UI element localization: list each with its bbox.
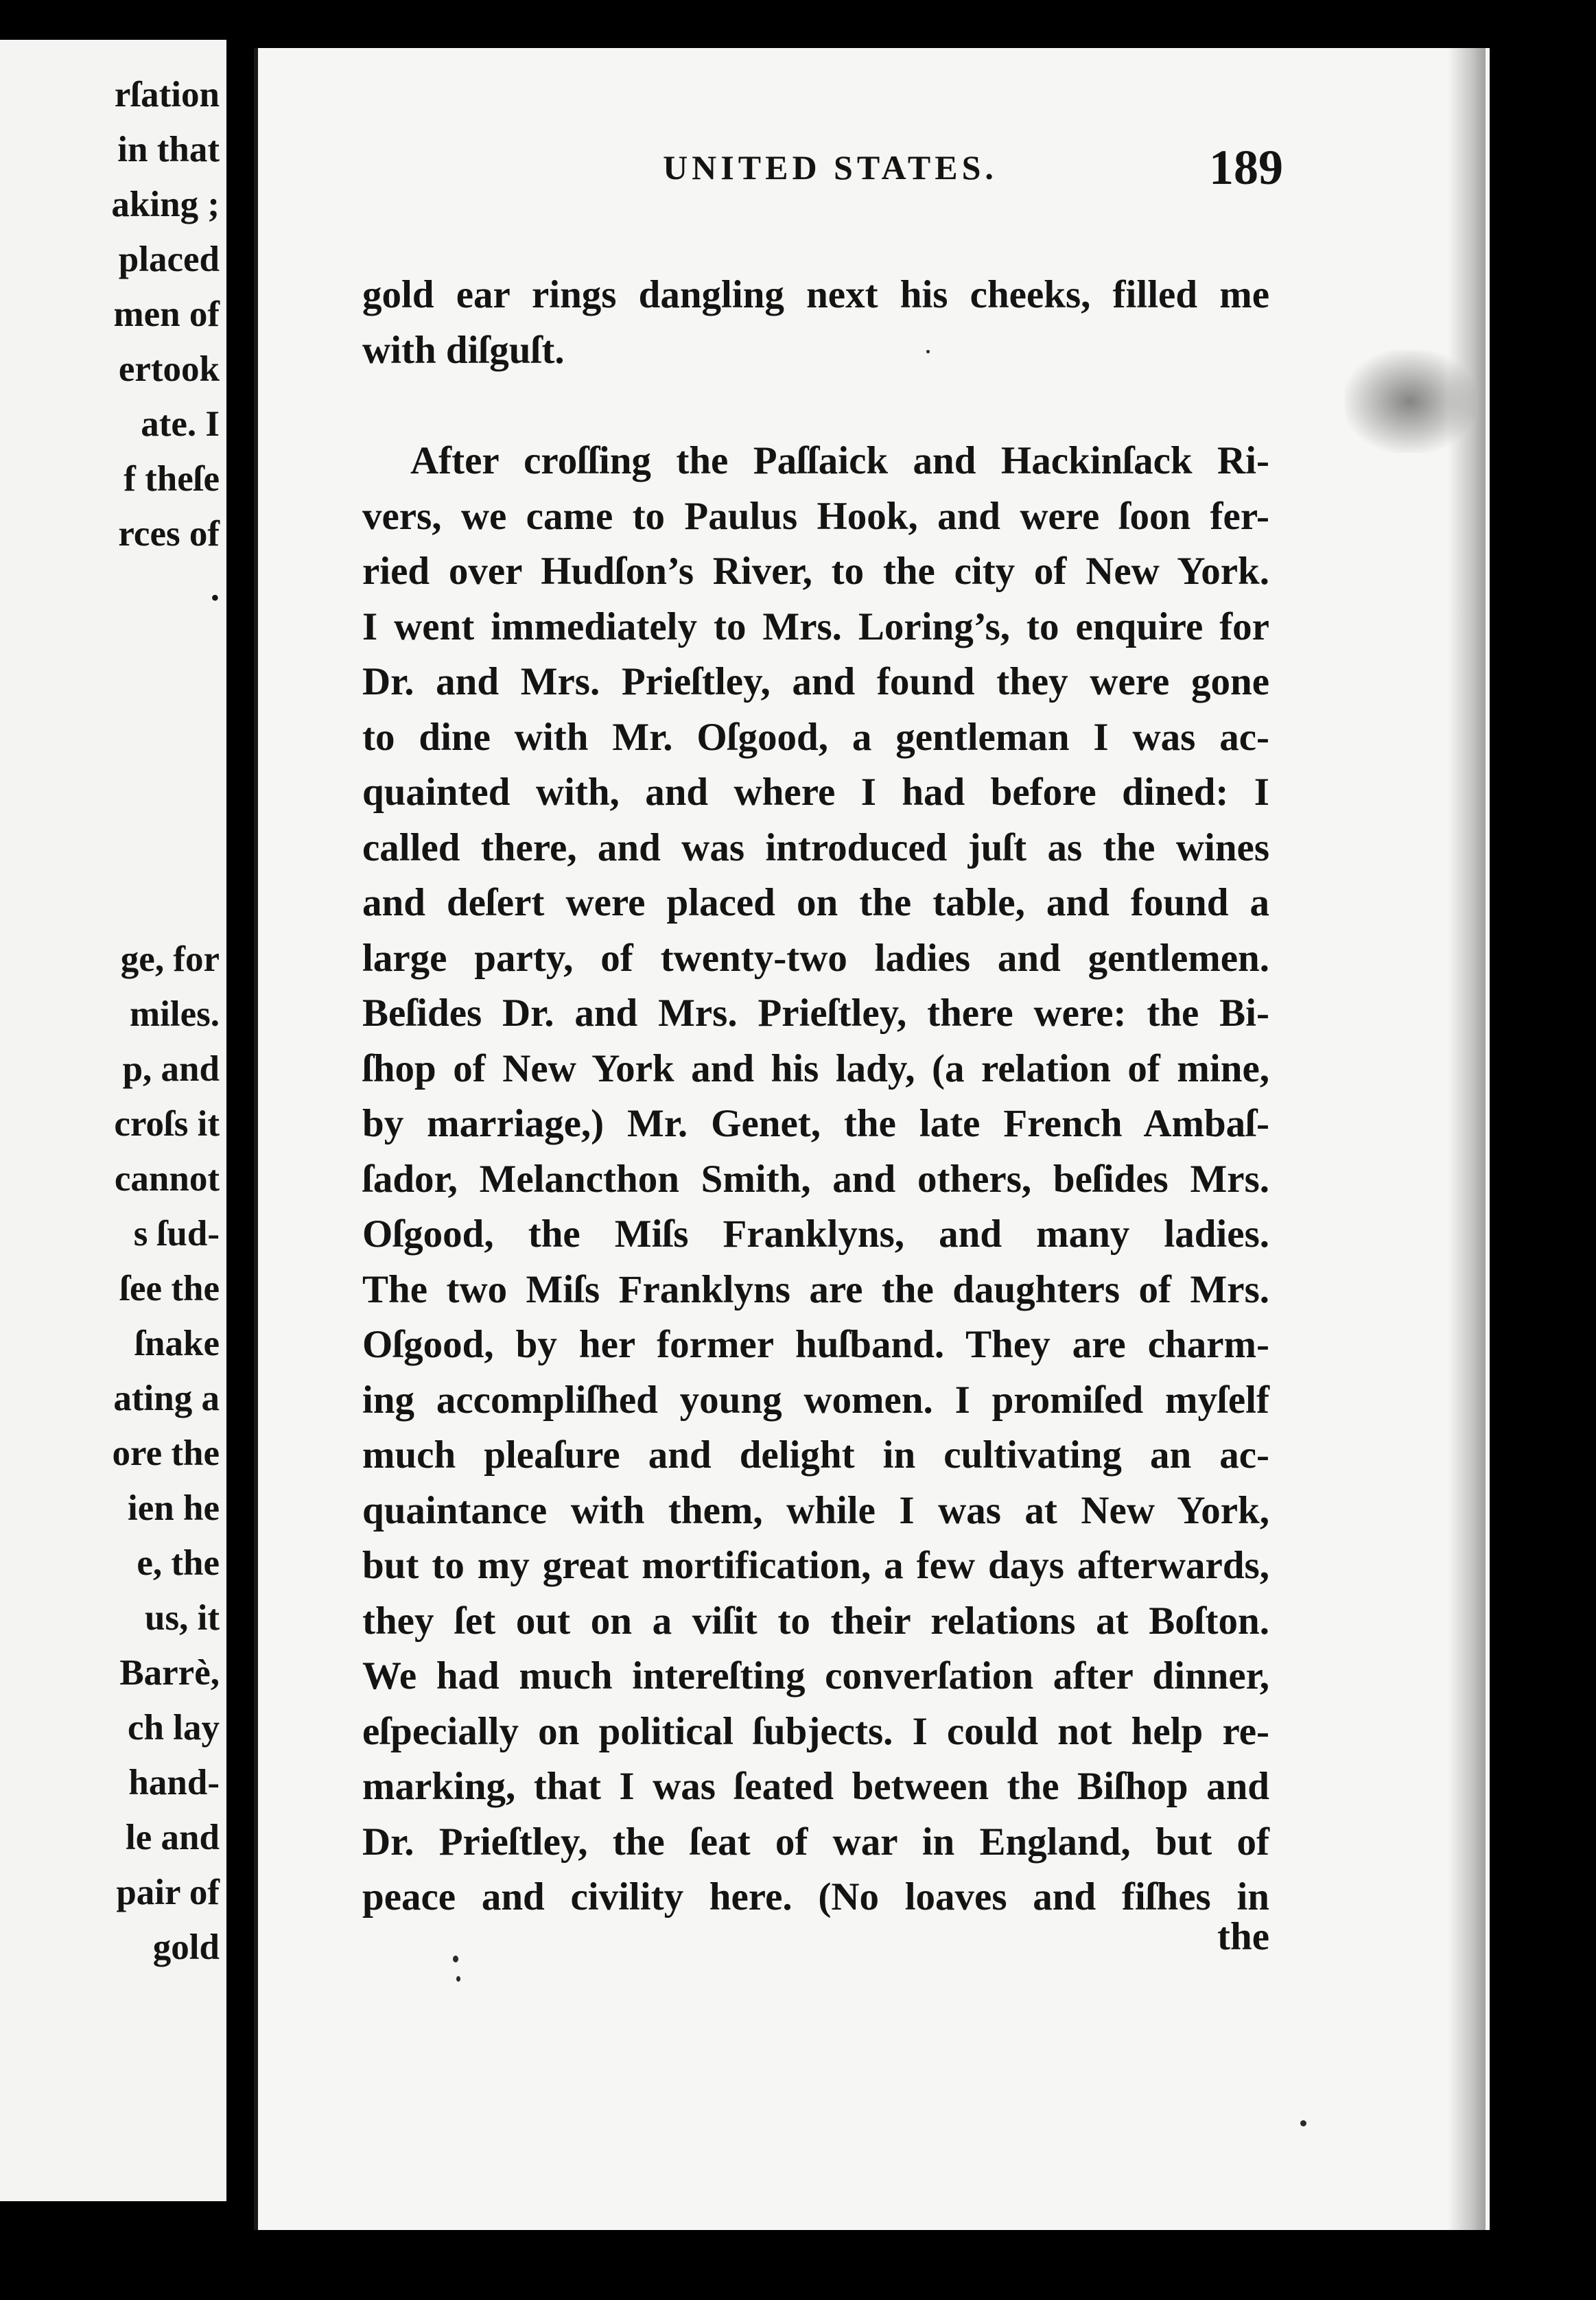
left-page-line: pair of bbox=[116, 1873, 220, 1912]
left-page-line: ien he bbox=[128, 1488, 220, 1528]
left-page-line: cannot bbox=[114, 1159, 220, 1199]
left-page-line: us, it bbox=[145, 1598, 220, 1638]
page-header bbox=[391, 140, 1283, 209]
left-page-line: rces of bbox=[118, 514, 220, 554]
left-page-line: miles. bbox=[130, 994, 220, 1034]
left-page-line: p, and bbox=[122, 1049, 220, 1089]
text-line: by marriage,) Mr. Genet, the late French Ambaſ- bbox=[362, 1102, 1269, 1145]
text-line: ing accompliſhed young women. I promiſed myſelf bbox=[362, 1378, 1269, 1422]
paragraph-gap bbox=[362, 378, 1269, 434]
text-line: ſador, Melancthon Smith, and others, beſides Mrs. bbox=[362, 1157, 1269, 1201]
text-line: The two Miſs Franklyns are the daughters of Mrs. bbox=[362, 1267, 1269, 1311]
text-line: Dr. Prieſtley, the ſeat of war in England, but of bbox=[362, 1820, 1269, 1864]
text-line: quaintance with them, while I was at New York, bbox=[362, 1488, 1269, 1532]
left-page-line: ge, for bbox=[120, 939, 220, 979]
text-line: Dr. and Mrs. Prieſtley, and found they were gone bbox=[362, 660, 1269, 703]
left-page-line: ſnake bbox=[134, 1324, 220, 1363]
left-page-line: ertook bbox=[118, 349, 220, 389]
page-number: 189 bbox=[1209, 140, 1283, 195]
left-page-line: le and bbox=[126, 1818, 220, 1857]
left-page-line: aking ; bbox=[111, 185, 220, 224]
left-page-line: men of bbox=[113, 294, 220, 334]
text-line: peace and civility here. (No loaves and fiſhes in bbox=[362, 1875, 1269, 1918]
left-page-line: s ſud- bbox=[133, 1214, 220, 1254]
left-page-line: ore the bbox=[112, 1433, 220, 1473]
left-page-line: croſs it bbox=[114, 1104, 220, 1144]
left-page-line: f theſe bbox=[124, 459, 220, 499]
ink-smudge bbox=[1345, 350, 1475, 453]
left-page-line: rſation bbox=[114, 75, 220, 115]
text-line: ſhop of New York and his lady, (a relation of mine, bbox=[362, 1046, 1269, 1090]
text-line: Oſgood, by her former huſband. They are charm- bbox=[362, 1323, 1269, 1366]
left-page-line: e, the bbox=[137, 1543, 220, 1583]
text-line: After croſſing the Paſſaick and Hackinſack Ri- bbox=[410, 439, 1269, 482]
text-line: We had much intereſting converſation after dinner, bbox=[362, 1654, 1269, 1698]
text-line: vers, we came to Paulus Hook, and were ſoon fer- bbox=[362, 494, 1269, 538]
left-page-line: ating a bbox=[113, 1378, 220, 1418]
running-title: UNITED STATES. bbox=[663, 148, 998, 187]
left-page-line: placed bbox=[118, 239, 220, 279]
left-page-line: ate. I bbox=[141, 404, 220, 444]
text-line: but to my great mortification, a few days afterwards, bbox=[362, 1544, 1269, 1587]
left-page-line: ch lay bbox=[128, 1708, 220, 1748]
text-line: eſpecially on political ſubjects. I could not help re- bbox=[362, 1709, 1269, 1753]
left-page-line: Barrè, bbox=[119, 1653, 220, 1693]
text-line: I went immediately to Mrs. Loring’s, to enquire for bbox=[362, 605, 1269, 648]
ink-speck bbox=[456, 1976, 460, 1982]
body-text bbox=[362, 268, 1269, 1925]
left-page-line: in that bbox=[117, 130, 220, 169]
text-line: and deſert were placed on the table, and found a bbox=[362, 881, 1269, 924]
text-line: gold ear rings dangling next his cheeks, filled me bbox=[362, 273, 1269, 316]
text-line: they ſet out on a viſit to their relations at Boſton. bbox=[362, 1599, 1269, 1643]
left-page-line: . bbox=[210, 569, 220, 609]
text-line: called there, and was introduced juſt as the wines bbox=[362, 825, 1269, 869]
text-line: quainted with, and where I had before dined: I bbox=[362, 771, 1269, 814]
left-page-line: hand- bbox=[128, 1763, 220, 1803]
ink-speck bbox=[453, 1956, 458, 1962]
text-line: with diſguſt. bbox=[362, 328, 565, 372]
left-page-line: ſee the bbox=[119, 1269, 220, 1309]
text-line: ried over Hudſon’s River, to the city of New York. bbox=[362, 550, 1269, 593]
left-page-line: gold bbox=[152, 1927, 220, 1967]
left-page-fragment bbox=[0, 40, 226, 2201]
text-line: Oſgood, the Miſs Franklyns, and many ladies. bbox=[362, 1212, 1269, 1256]
page-gutter bbox=[226, 27, 254, 2223]
text-line: marking, that I was ſeated between the Biſhop and bbox=[362, 1765, 1269, 1808]
ink-speck bbox=[1300, 2120, 1306, 2126]
catchword: the bbox=[1217, 1915, 1269, 1958]
text-line: to dine with Mr. Oſgood, a gentleman I was ac- bbox=[362, 715, 1269, 759]
ink-speck bbox=[926, 350, 930, 353]
text-line: much pleaſure and delight in cultivating an ac- bbox=[362, 1433, 1269, 1477]
text-line: Beſides Dr. and Mrs. Prieſtley, there were: the Bi- bbox=[362, 991, 1269, 1035]
text-line: large party, of twenty-two ladies and gentlemen. bbox=[362, 936, 1269, 980]
